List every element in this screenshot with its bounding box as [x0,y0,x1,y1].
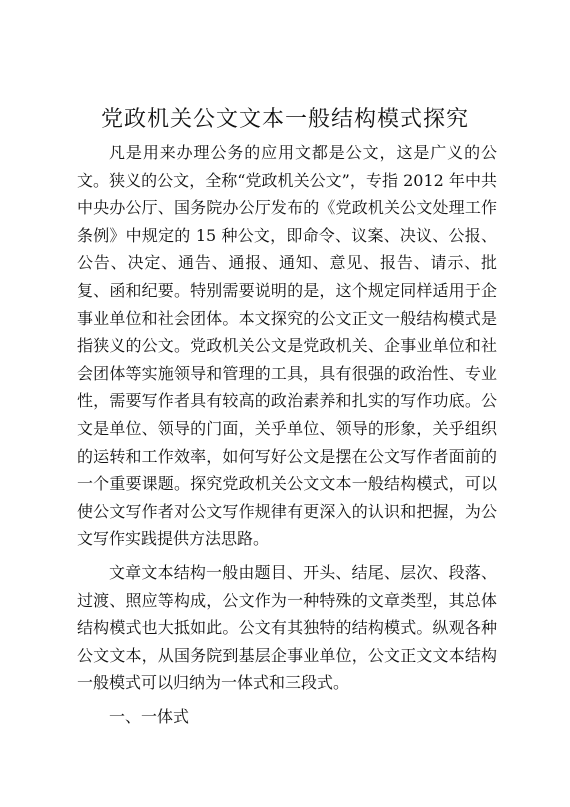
paragraph-1: 凡是用来办理公务的应用文都是公文，这是广义的公文。狭义的公文，全称“党政机关公文”，专指 2012 年中共中央办公厅、国务院办公厅发布的《党政机关公文处理工作条例》中规定的 15 种公文，即命令、议案、决议、公报、公告、决定、通告、通报、通知、意见、报告、请示、批复、函和纪要。特别需要说明的是，这个规定同样适用于企事业单位和社会团体。本文探究的公文正文一般结构模式是指狭义的公文。党政机关公文是党政机关、企事业单位和社会团体等实施领导和管理的工具，具有很强的政治性、专业性，需要写作者具有较高的政治素养和扎实的写作功底。公文是单位、领导的门面，关乎单位、领导的形象，关乎组织的运转和工作效率，如何写好公文是摆在公文写作者面前的一个重要课题。探究党政机关公文文本一般结构模式，可以使公文写作者对公文写作规律有更深入的认识和把握，为公文写作实践提供方法思路。 [77,143,497,549]
document-title: 党政机关公文文本一般结构模式探究 [100,107,469,132]
document-body [77,139,497,730]
section-heading: 一、一体式 [109,706,190,726]
paragraph-2: 文章文本结构一般由题目、开头、结尾、层次、段落、过渡、照应等构成，公文作为一种特殊的文章类型，其总体结构模式也大抵如此。公文有其独特的结构模式。纵观各种公文文本，从国务院到基层企事业单位，公文正文文本结构一般模式可以归纳为一体式和三段式。 [77,562,497,693]
